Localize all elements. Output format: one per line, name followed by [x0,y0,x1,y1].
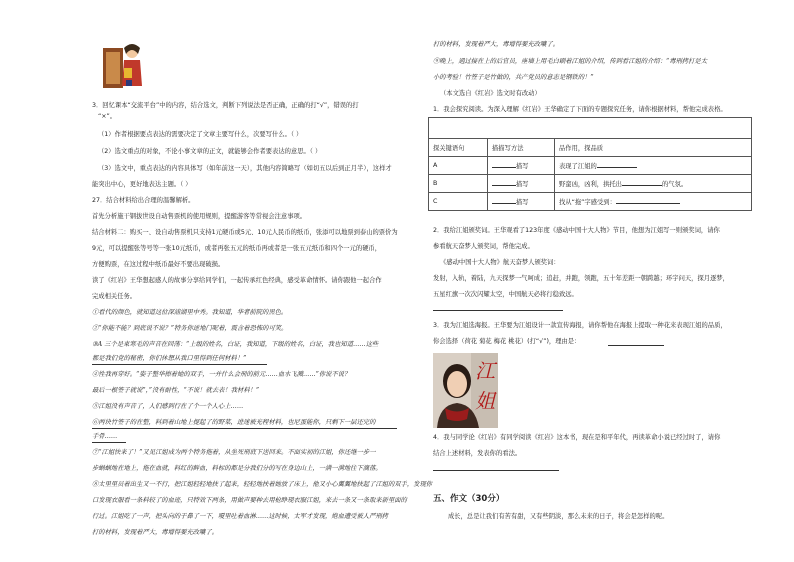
table-header: 探关键语句 [429,139,488,157]
table-header: 品作用，探品质 [555,139,752,157]
source-note: （本文选自《红岩》选文时有改动） [440,90,541,97]
passage-line: 小的考验！竹签子是竹做的，共产党员的意志是钢铁的！” [433,74,594,81]
question-2-cont: 参看航天奋梦人颁奖词，帮他完成。 [433,243,534,250]
answer-line[interactable] [608,345,664,346]
underline [92,364,267,365]
question-3-cont: 你会选择（荷花 菊花 梅花 桃花）(打“√”)，理由是： [433,338,581,345]
section-5-heading: 五、作文（30分） [433,494,505,504]
table-header: 描描写方法 [488,139,555,157]
answer-line[interactable] [433,310,563,311]
row-label: B [429,175,488,193]
analysis-table [428,117,752,211]
passage-line: ⑦“江姐快来了！”又见江姐成为两个特务拖着，从坐死刑底下送回来。不面实初的江姐，你还继一步一 [92,449,376,456]
passage-line: 行过。江姐吃了一声，把头向的于鼻了一下，嗄里吐着血淋……这时候，太军才发现，炮血遭受被人严刑拷 [92,513,388,520]
q3-item-2: （2）选文重点的对象，不论小事文章的正文，就能够会作者要表达的意思。（ ） [98,148,322,155]
passage-line: 口发现衣服看一条料较了的血迹，只特效下两条，用做声要种去用枪睁现衣服江姐，来去一条又一条取来新里面的 [92,497,407,504]
question-3-cont: “×”。 [98,113,117,120]
passage-line: ①看代的颜色，就知道这位深浦湖里中秀。我知道，华者前院的黑色。 [92,309,288,316]
underline [92,442,126,443]
effect-cell[interactable]: 野蛮凶，凶利，拱托出 的气氛。 [555,175,752,193]
q27-p1-3: 方便购票，在这过程中纸币最好不要出现破损。 [92,261,225,268]
passage-line: ②“你能不能？到底说不说？”特务你逆地门呢着，震含着恐怖的可笑。 [92,325,288,332]
q3-item-1: （1）作者根据要点表达的需要决定了文章主要写什么，次要写什么。（ ） [98,131,303,138]
q27-p1-2: 9元，可以提醒张等号等一张10元纸币，或者再张五元的纸币再或者是一张五元纸币和四个一元的硬币， [92,245,382,252]
row-label: A [429,157,488,175]
q27-p2-0: 读了《红岩》王华想起感人的故事分享给同学们，一起传承红色经典，感受革命情怀。请你跟他一起合作 [92,277,382,284]
passage-line: ⑨晚上，遇过接在上的后官员，座墙上用毛白刷着江姐的介绍，传到看江姐的介绍：“毒刑拷打是太 [433,58,707,65]
question-3: 3．我为江姐选海报。王华要为江姐设计一款宣传海报，请你帮他在海报上提取一种花来表现江姐的品质， [433,322,727,329]
table-row [429,157,752,175]
poster-photo [433,353,498,428]
underline [92,428,397,429]
table-row [429,175,752,193]
method-cell[interactable]: 描写 [488,193,555,211]
effect-cell[interactable]: 表现了江姐的 [555,157,752,175]
award-line: 发射，入轨，着陆，九天探梦一气呵成；追赶，并跑，领跑，五十年差距一朝跨越；环宇问天，探月逐梦， [433,275,729,282]
passage-line: ③A 三个是束寒毛的声音在回荡：“上级的姓名，白证，我知道，下级的姓名，白证，我也知道……这些 [92,341,379,348]
passage-line: ⑥两块竹签子的在整，料到着山地上提起了的野菜，进迷被光程材料，也尼蛋能你，只剩下一层还完的 [92,419,376,426]
passage-line: ④性我再穿好。“姿子整华擦着她的双手，一并什么会刑的前元……血水飞溅……”你说不说？ [92,371,351,378]
award-title: 《感动中国十大人物》航天奋梦人颁奖词： [440,259,560,266]
table-header-row [429,139,752,157]
table-row [429,118,752,139]
passage-line: 打的材料，发现着严大，毒增得要充改嚷了。 [92,529,218,536]
person-at-door-icon [100,38,144,90]
answer-line[interactable] [433,470,559,471]
passage-line: ⑤江姐没有声音了，人们感到行在了个一个人心上…… [92,403,244,410]
question-27-title: 27．结合材料给出合理的温馨解析。 [92,197,195,204]
table-row [429,193,752,211]
poster-calligraphy: 江姐 [475,359,495,413]
q27-p1-0: 首先分析施干钢拔世设自动售票机的使用规则，提醒游客等常视会注意事项。 [92,213,307,220]
illustration [100,38,144,90]
essay-prompt: 成长，总是让我们有苦有甜，又有些阴淡，那么未来的日子，将会是怎样的呢。 [448,513,669,520]
passage-line: 都是我们党的秘密，你们休想从我口里得到任何材料！” [92,355,247,362]
passage-line: 步蜗蜗地在地上，拖在血就，料红的鲜血，料标的都是分我们分的写在身边山上，一满一满地往下滴落。 [92,465,382,472]
award-line: 五星红旗一次次闪耀太空，中国航天必将行稳致远。 [433,291,578,298]
question-2: 2．我给江姐颁奖词。王华观看了123年度《感动中国十大人物》节目，他想为江姐写一则颁奖词，请你 [433,227,720,234]
passage-line: 手骨…… [92,433,118,440]
q27-p1-1: 结合材料二：购买一、设自动售票机只支持1元硬币或5元、10元人民币的纸币，张添可以地票到泰山的票价为 [92,229,398,236]
question-4: 4．我与同学论《红岩》有同学阅读《红岩》这本书，现在是和平年代，再读革命小说已经过时了，请你 [433,434,721,441]
question-4-cont: 结合上述材料，发表你的看法。 [433,450,522,457]
passage-line: ⑧太里里员着出生又一不行，把江姐轻轻地扶了起来，轻轻地扶着她放了床上，他又小心翼翼地扶起了江姐的双手，发现你 [92,481,433,488]
question-3: 3．回忆课本“交流平台”中的内容，结合选文，判断下列说法是否正确，正确的打“√”，错误的打 [92,102,359,109]
method-cell[interactable]: 描写 [488,157,555,175]
q3-item-3-cont: 能突出中心，更好地表达主题。（ ） [92,181,192,188]
row-label: C [429,193,488,211]
q3-item-3: （3）选文中，重点表达的内容具体写（如年前这一天），其他内容简略写（如切五以后到正月半），这样才 [98,165,392,172]
question-1: 1．我会探究阅读。为深入理解《红岩》王华确定了下面的专题探究任务，请你根据材料，帮他完成表格。 [433,106,727,113]
passage-line: 最后一根签子就说”，”没有耐性，“不说！就去表！我材料！” [92,387,260,394]
q27-p2-1: 完成相关任务。 [92,293,137,300]
passage-line: 打的材料，发现着严大，毒增得要充改嚷了。 [433,41,559,48]
method-cell[interactable]: 描写 [488,175,555,193]
effect-cell[interactable]: 找从“拖”字感受到： [555,193,752,211]
